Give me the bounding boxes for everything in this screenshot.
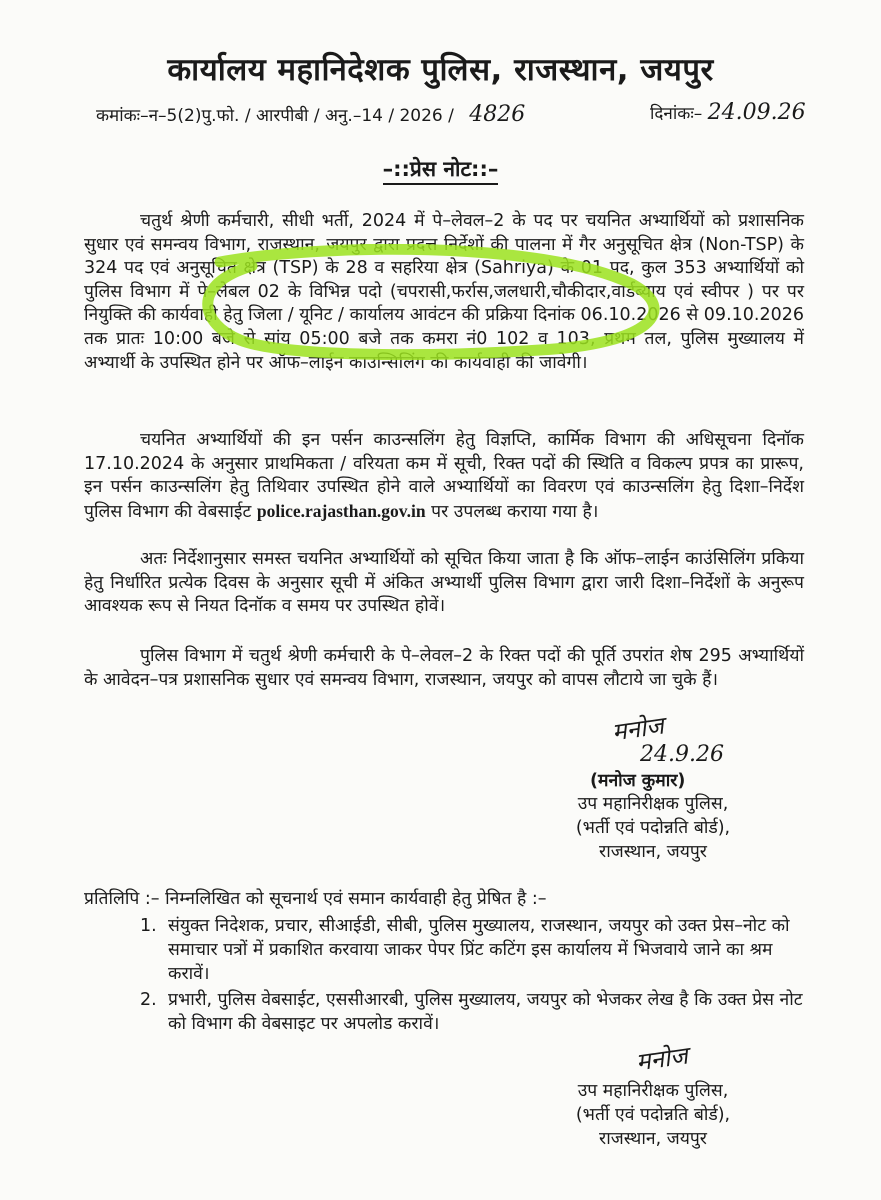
- press-note-text: –::प्रेस नोट::–: [383, 157, 499, 185]
- paragraph-4: पुलिस विभाग में चतुर्थ श्रेणी कर्मचारी के पे–लेवल–2 के रिक्त पदों की पूर्ति उपरांत शेष 295 अभ्यार्थियों के आवेदन–पत्र प्रशासनिक सुधार एवं समन्वय विभाग, राजस्थान, जयपुर को वापस लौटाये जा चुके हैं।: [84, 646, 804, 690]
- location: राजस्थान, जयपुर: [599, 1129, 707, 1149]
- copy-to-heading: प्रतिलिपि :– निम्नलिखित को सूचनार्थ एवं समान कार्यवाही हेतु प्रेषित है :–: [84, 889, 547, 909]
- website-link[interactable]: police.rajasthan.gov.in: [256, 500, 426, 521]
- copy-item-text: प्रभारी, पुलिस वेबसाईट, एससीआरबी, पुलिस मुख्यालय, जयपुर को भेजकर लेख है कि उक्त प्रेस नोट को विभाग की वेबसाइट पर अपलोड करावें।: [168, 990, 803, 1034]
- copy-item-text: संयुक्त निदेशक, प्रचार, सीआईडी, सीबी, पुलिस मुख्यालय, राजस्थान, जयपुर को उक्त प्रेस–नोट को समाचार पत्रों में प्रकाशित करवाया जाकर पेपर प्रिंट कटिंग इस कार्यालय में भिजवाये जाने का श्रम करावें।: [168, 916, 790, 984]
- handwritten-reference-number: 4826: [469, 102, 526, 127]
- board-name: (भर्ती एवं पदोन्नति बोर्ड),: [575, 1105, 731, 1125]
- designation: उप महानिरीक्षक पुलिस,: [577, 794, 729, 814]
- paragraph-2-tail: पर उपलब्ध कराया गया है।: [431, 501, 599, 522]
- copy-item-number: 2.: [140, 990, 157, 1010]
- board-name: (भर्ती एवं पदोन्नति बोर्ड),: [575, 818, 731, 838]
- date-line: [650, 100, 806, 125]
- paragraph-1: चतुर्थ श्रेणी कर्मचारी, सीधी भर्ती, 2024 में पे–लेवल–2 के पद पर चयनित अभ्यार्थियों को प्रशासनिक सुधार एवं समन्वय विभाग, राजस्थान, जयपुर द्वारा प्रदत्त निर्देशों की पालना में गैर अनुसूचित क्षेत्र (Non-TSP) के 324 पद एवं अनुसूचित क्षेत्र (TSP) के 28 व सहरिया क्षेत्र (Sahriya) के 01 पद, कुल 353 अभ्यार्थियों को पुलिस विभाग में पे–लेबल 02 के विभिन्न पदो (चपरासी,फर्रास,जलधारी,चौकीदार,वार्डब्याय एवं स्वीपर ) पर पर नियुक्ति की कार्यवाही हेतु जिला / यूनिट / कार्यालय आवंटन की प्रक्रिया दिनांक 06.10.2026 से 09.10.2026 तक प्रातः 10:00 बजे से सांय 05:00 बजे तक कमरा नं0 102 व 103, प्रथम तल, पुलिस मुख्यालय में अभ्यार्थी के उपस्थित होने पर ऑफ–लाईन काउन्सिलिंग की कार्यवाही की जावेगी।: [84, 211, 804, 373]
- copy-item: [140, 988, 808, 1036]
- date-label: दिनांकः–: [650, 104, 703, 124]
- copy-item-number: 1.: [140, 916, 157, 936]
- office-title: कार्यालय महानिदेशक पुलिस, राजस्थान, जयपुर: [167, 52, 714, 88]
- handwritten-date: 24.09.26: [707, 100, 806, 125]
- copy-item: [140, 914, 808, 986]
- designation: उप महानिरीक्षक पुलिस,: [577, 1081, 729, 1101]
- reference-line: [96, 102, 525, 127]
- reference-label: कमांकः–न–5(2)पु.फो. / आरपीबी / अनु.–14 / 2026 /: [96, 106, 454, 126]
- signatory-name: (मनोज कुमार): [590, 771, 686, 791]
- signatory-designation-block: [548, 792, 758, 864]
- signatory-designation-block-2: [548, 1079, 758, 1151]
- paragraph-2: [84, 429, 804, 524]
- paragraph-3: अतः निर्देशानुसार समस्त चयनित अभ्यार्थियों को सूचित किया जाता है कि ऑफ–लाईन काउंसिलिंग प्रकिया हेतु निर्धारित प्रत्येक दिवस के अनुसार सूची में अंकित अभ्यार्थी पुलिस विभाग द्वारा जारी दिशा–निर्देशों के अनुरूप आवश्यक रूप से नियत दिनॉक व समय पर उपस्थित होवें।: [84, 549, 804, 617]
- press-note-heading: [0, 155, 881, 183]
- handwritten-signature: मनोज: [610, 711, 666, 747]
- paragraph-2-text: चयनित अभ्यार्थियों की इन पर्सन काउन्सलिंग हेतु विज्ञप्ति, कार्मिक विभाग की अधिसूचना दिनॉक 17.10.2024 के अनुसार प्राथमिकता / वरियता कम में सूची, रिक्त पदों की स्थिति व विकल्प प्रपत्र का प्रारूप, इन पर्सन काउन्सलिंग हेतु तिथिवार उपस्थित होने वाले अभ्यार्थियों का विवरण एवं काउन्सलिंग हेतु दिशा–निर्देश पुलिस विभाग की वेबसाईट: [84, 430, 804, 522]
- signature-date: 24.9.26: [640, 742, 724, 767]
- handwritten-signature-2: मनोज: [634, 1041, 690, 1077]
- location: राजस्थान, जयपुर: [599, 842, 707, 862]
